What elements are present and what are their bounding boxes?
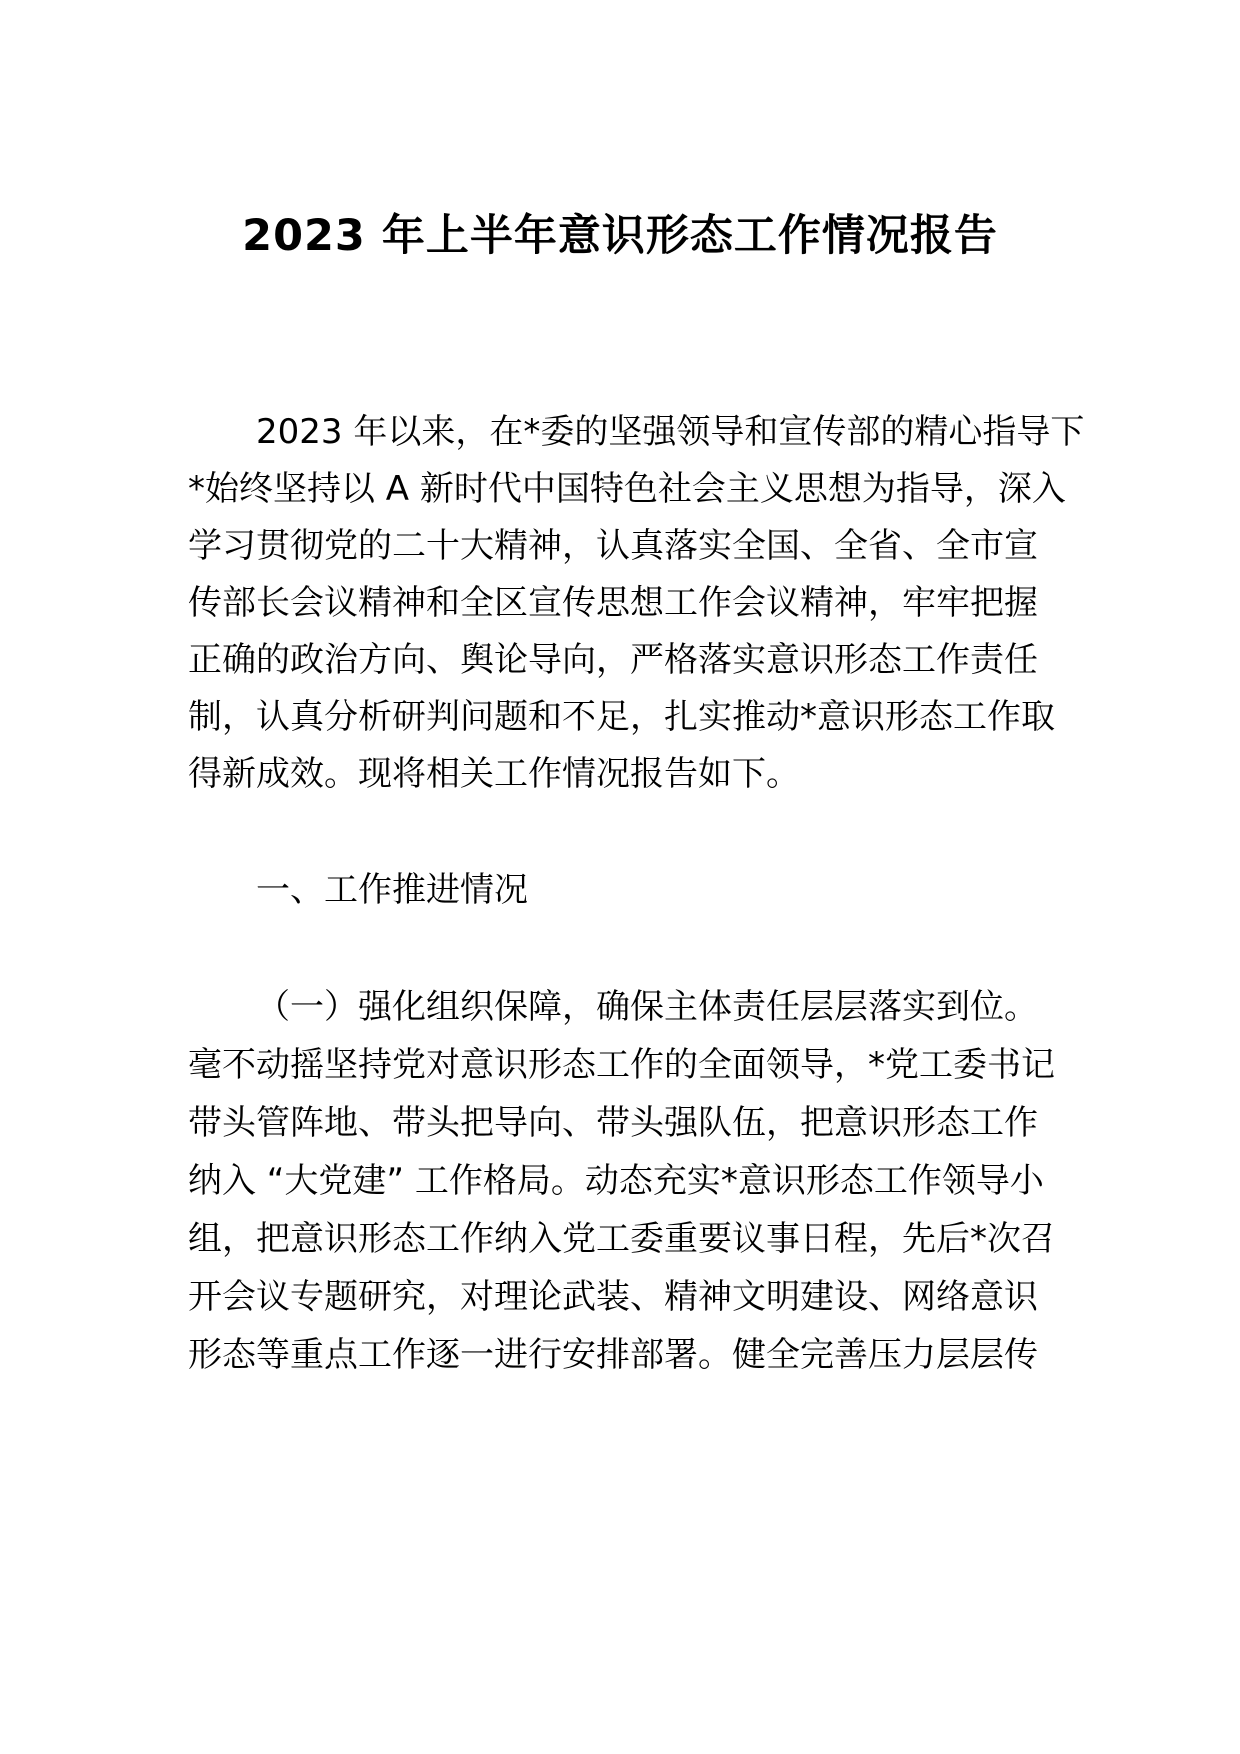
paragraph-line: 带头管阵地、带头把导向、带头强队伍，把意识形态工作 — [188, 1103, 1038, 1143]
paragraph-line: 形态等重点工作逐一进行安排部署。健全完善压力层层传 — [188, 1335, 1038, 1375]
paragraph-line: 得新成效。现将相关工作情况报告如下。 — [188, 754, 800, 794]
document-title: 2023 年上半年意识形态工作情况报告 — [242, 211, 998, 261]
paragraph-line: 学习贯彻党的二十大精神，认真落实全国、全省、全市宣 — [188, 526, 1038, 566]
paragraph-line: 纳入 “大党建” 工作格局。动态充实*意识形态工作领导小 — [188, 1161, 1044, 1201]
paragraph-line: 制，认真分析研判问题和不足，扎实推动*意识形态工作取 — [188, 697, 1055, 737]
paragraph-line: 开会议专题研究，对理论武装、精神文明建设、网络意识 — [188, 1277, 1038, 1317]
paragraph-line: 组，把意识形态工作纳入党工委重要议事日程，先后*次召 — [188, 1219, 1055, 1259]
paragraph-line: （一）强化组织保障，确保主体责任层层落实到位。 — [256, 987, 1038, 1027]
paragraph-line: *始终坚持以 A 新时代中国特色社会主义思想为指导，深入 — [188, 469, 1066, 509]
paragraph-line: 传部长会议精神和全区宣传思想工作会议精神，牢牢把握 — [188, 583, 1038, 623]
paragraph-line: 2023 年以来，在*委的坚强领导和宣传部的精心指导下 — [256, 412, 1085, 452]
paragraph-line: 毫不动摇坚持党对意识形态工作的全面领导，*党工委书记 — [188, 1045, 1055, 1085]
section-heading: 一、工作推进情况 — [256, 870, 528, 910]
paragraph-line: 正确的政治方向、舆论导向，严格落实意识形态工作责任 — [188, 640, 1038, 680]
